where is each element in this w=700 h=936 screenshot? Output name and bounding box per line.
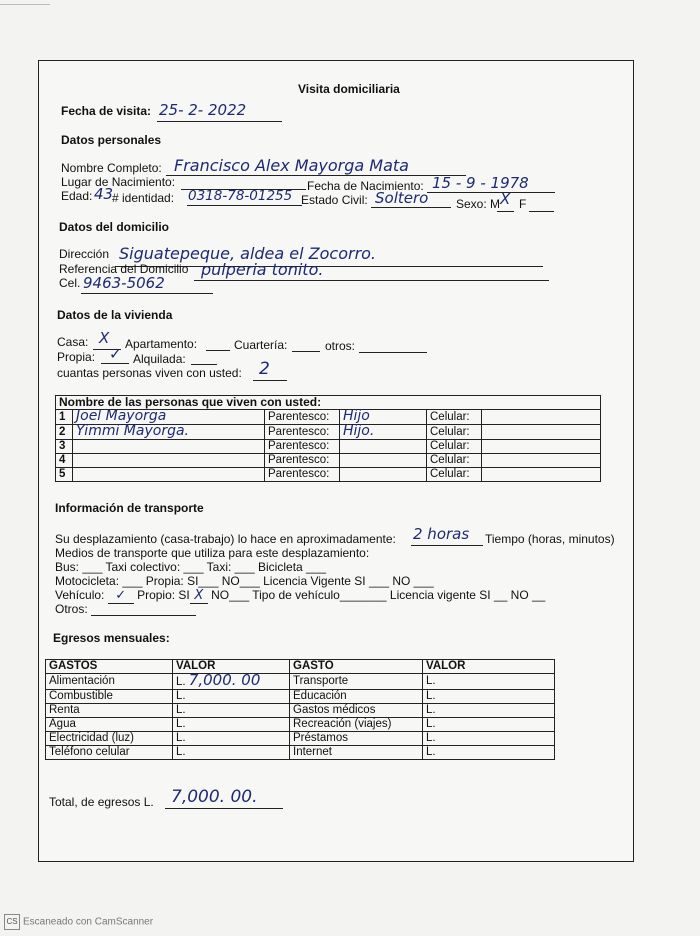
sex-f-label: F	[519, 197, 527, 211]
alquilada-line	[191, 364, 217, 365]
vehicle-rest2: NO___ Tipo de vehículo_______ Licencia vigente SI __ NO __	[211, 588, 546, 602]
row-celular[interactable]	[482, 454, 601, 468]
expense-name: Gastos médicos	[290, 704, 423, 718]
table-row	[56, 425, 601, 440]
row-number: 2	[56, 425, 73, 440]
expense-value-cell[interactable]: L.	[173, 690, 290, 704]
expense-value-cell[interactable]: L.	[173, 704, 290, 718]
table-row	[46, 704, 555, 718]
expense-value-cell[interactable]: L.	[423, 690, 555, 704]
expense-name: Electricidad (luz)	[46, 732, 173, 746]
expense-name: Teléfono celular	[46, 746, 173, 760]
col-gastos: GASTOS	[46, 660, 173, 674]
transport-heading: Información de transporte	[55, 501, 204, 515]
table-row	[56, 454, 601, 468]
age-label: Edad:	[61, 189, 93, 203]
birthplace-label: Lugar de Nacimiento:	[61, 175, 176, 189]
people-value[interactable]: 2	[259, 359, 270, 379]
scanner-footer	[4, 914, 153, 930]
apartamento-label: Apartamento:	[125, 337, 198, 351]
expense-name: Transporte	[290, 674, 423, 690]
people-label: cuantas personas viven con usted:	[57, 366, 242, 380]
id-value[interactable]: 0318-78-01255	[188, 188, 293, 204]
means-label: Medios de transporte que utiliza para este desplazamiento:	[55, 546, 370, 560]
vehicle-mark[interactable]: ✓	[108, 588, 134, 604]
celular-label: Celular:	[427, 410, 482, 425]
row-celular[interactable]	[482, 468, 601, 482]
sex-f-line	[529, 211, 554, 212]
row-number: 1	[56, 410, 73, 425]
personal-heading: Datos personales	[61, 133, 162, 147]
sex-m-line	[497, 211, 514, 212]
expense-name: Combustible	[46, 690, 173, 704]
expense-name: Alimentación	[46, 674, 173, 690]
age-value[interactable]: 43	[94, 185, 114, 203]
commute-suffix: Tiempo (horas, minutos)	[485, 532, 615, 546]
propia-label: Propia:	[57, 350, 96, 364]
celular-label: Celular:	[427, 440, 482, 454]
visit-date-line	[157, 121, 282, 122]
row-relation[interactable]: Hijo	[343, 408, 370, 424]
parentesco-label: Parentesco:	[265, 454, 340, 468]
name-value[interactable]: Francisco Alex Mayorga Mata	[174, 156, 409, 175]
commute-line	[411, 545, 483, 546]
birthdate-label: Fecha de Nacimiento:	[307, 179, 424, 193]
expense-name: Internet	[290, 746, 423, 760]
row-number: 5	[56, 468, 73, 482]
camscanner-logo-icon: CS	[4, 914, 20, 930]
expense-value-cell[interactable]: L.	[173, 718, 290, 732]
expense-value-cell[interactable]: L.	[423, 732, 555, 746]
civil-label: Estado Civil:	[301, 193, 368, 207]
row-name[interactable]: Joel Mayorga	[76, 408, 167, 424]
otros-transport-line	[91, 615, 196, 616]
casa-mark[interactable]: X	[99, 329, 110, 347]
expense-value-cell[interactable]: L.	[173, 746, 290, 760]
celular-label: Celular:	[427, 454, 482, 468]
household-header: Nombre de las personas que viven con usted:	[56, 396, 601, 410]
expense-value-cell[interactable]: L.	[423, 746, 555, 760]
table-row	[46, 732, 555, 746]
otros-line	[359, 352, 427, 353]
expense-value-cell[interactable]: L.	[423, 704, 555, 718]
id-label: # identidad:	[112, 191, 175, 205]
address-label: Dirección	[59, 247, 110, 261]
table-row	[46, 674, 555, 690]
row-celular[interactable]	[482, 440, 601, 454]
table-row	[46, 718, 555, 732]
people-line	[253, 380, 287, 381]
casa-label: Casa:	[57, 335, 89, 349]
propia-mark[interactable]: ✓	[109, 345, 122, 363]
expenses-table	[45, 659, 555, 760]
parentesco-label: Parentesco:	[265, 468, 340, 482]
commute-label: Su desplazamiento (casa-trabajo) lo hace en aproximadamente:	[55, 532, 396, 546]
vehicle-label: Vehículo:	[55, 588, 105, 602]
row-relation[interactable]	[340, 440, 427, 454]
civil-value[interactable]: Soltero	[375, 189, 429, 207]
row-relation[interactable]	[340, 468, 427, 482]
row-name[interactable]	[73, 468, 265, 482]
vehicle-line	[55, 588, 545, 604]
parentesco-label: Parentesco:	[265, 440, 340, 454]
page-title: Visita domiciliaria	[298, 82, 400, 96]
table-row	[56, 468, 601, 482]
commute-value[interactable]: 2 horas	[413, 525, 470, 543]
address-value[interactable]: Siguatepeque, aldea el Zocorro.	[119, 244, 377, 263]
total-value[interactable]: 7,000. 00.	[171, 787, 258, 807]
celular-label: Celular:	[427, 468, 482, 482]
expense-value[interactable]: 7,000. 00	[188, 671, 261, 689]
vehicle-own-mark[interactable]: X	[190, 588, 208, 604]
name-label: Nombre Completo:	[61, 161, 162, 175]
name-line	[166, 175, 466, 176]
row-relation[interactable]	[340, 454, 427, 468]
expense-value-cell[interactable]	[173, 671, 290, 690]
col-valor: VALOR	[173, 660, 290, 674]
home-heading: Datos del domicilio	[59, 220, 170, 234]
row-number: 4	[56, 454, 73, 468]
reference-value[interactable]: pulperia tonito.	[201, 260, 324, 279]
phone-line	[81, 293, 213, 294]
row-name[interactable]	[73, 440, 265, 454]
bus-line: Bus: ___ Taxi colectivo: ___ Taxi: ___ Bicicleta ___	[55, 560, 327, 574]
sex-label: Sexo: M	[456, 197, 501, 211]
celular-label: Celular:	[427, 425, 482, 440]
apartamento-line	[206, 350, 230, 351]
expense-value-cell[interactable]: L.	[423, 718, 555, 732]
propia-line	[101, 363, 129, 364]
expense-name: Renta	[46, 704, 173, 718]
expense-name: Agua	[46, 718, 173, 732]
form-page	[38, 60, 634, 862]
expense-name: Préstamos	[290, 732, 423, 746]
id-line	[187, 205, 302, 206]
cuarteria-label: Cuartería:	[234, 338, 288, 352]
otros-transport-label: Otros:	[55, 602, 88, 616]
phone-label: Cel.	[59, 276, 81, 290]
col-gasto: GASTO	[290, 660, 423, 674]
birthdate-line	[427, 192, 555, 193]
cuarteria-line	[292, 351, 320, 352]
table-row	[46, 746, 555, 760]
vehicle-rest: Propio: SI	[137, 588, 190, 602]
table-row	[46, 690, 555, 704]
expense-value-cell[interactable]: L.	[173, 732, 290, 746]
expense-name: Recreación (viajes)	[290, 718, 423, 732]
sex-mark[interactable]: X	[500, 190, 511, 208]
reference-line	[194, 280, 549, 281]
alquilada-label: Alquilada:	[133, 352, 186, 366]
row-relation[interactable]: Hijo.	[343, 423, 375, 439]
moto-line: Motocicleta: ___ Propia: SI___ NO___ Licencia Vigente SI ___ NO ___	[55, 574, 434, 588]
phone-value[interactable]: 9463-5062	[83, 274, 165, 292]
reference-label: Referencia del Domicilio	[59, 262, 189, 276]
civil-line	[371, 207, 451, 208]
row-celular[interactable]	[482, 410, 601, 425]
row-celular[interactable]	[482, 425, 601, 440]
expense-value-cell[interactable]: L.	[423, 674, 555, 690]
col-valor-2: VALOR	[423, 660, 555, 674]
total-line	[165, 808, 283, 809]
currency-label: L.	[176, 676, 186, 688]
dwelling-heading: Datos de la vivienda	[57, 308, 173, 322]
otros-label: otros:	[325, 339, 356, 353]
parentesco-label: Parentesco:	[265, 425, 340, 440]
row-name[interactable]	[73, 454, 265, 468]
visit-date-value[interactable]: 25- 2- 2022	[159, 101, 247, 119]
total-label: Total, de egresos L.	[49, 795, 154, 809]
birthdate-value[interactable]: 15 - 9 - 1978	[432, 174, 529, 192]
row-number: 3	[56, 440, 73, 454]
row-name[interactable]: Yimmi Mayorga.	[76, 423, 189, 439]
visit-date-label: Fecha de visita:	[61, 104, 152, 118]
parentesco-label: Parentesco:	[265, 410, 340, 425]
household-table	[55, 395, 601, 482]
expense-name: Educación	[290, 690, 423, 704]
scan-artifact	[0, 0, 50, 5]
expenses-heading: Egresos mensuales:	[53, 631, 170, 645]
scanner-text: Escaneado con CamScanner	[23, 916, 154, 928]
table-row	[56, 440, 601, 454]
